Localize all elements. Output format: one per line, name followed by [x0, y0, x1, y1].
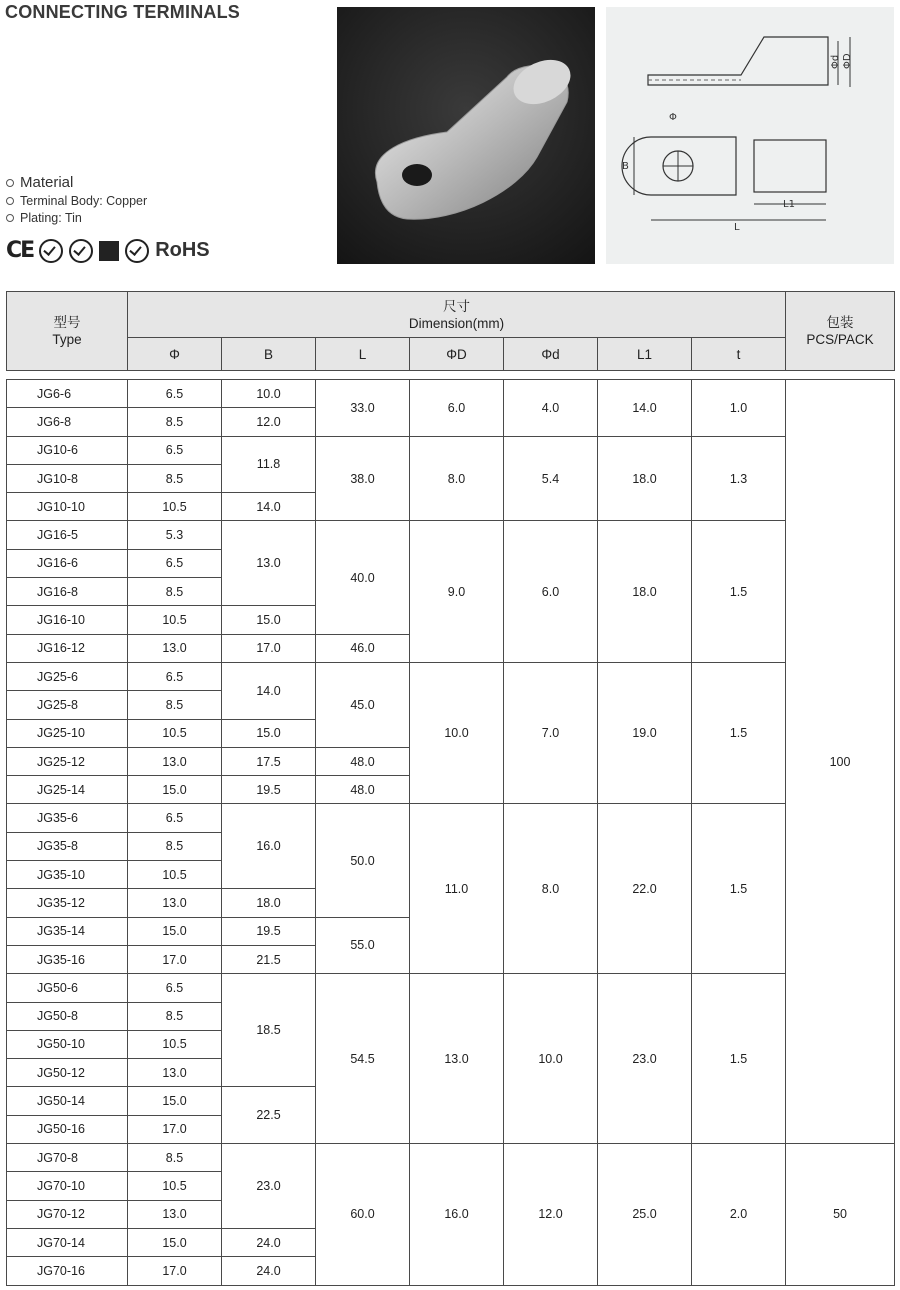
cell-d: 9.0 [410, 521, 504, 662]
cell-type: JG50-16 [7, 1115, 128, 1143]
material-item-body: Terminal Body: Copper [20, 194, 148, 208]
table-row [7, 804, 895, 832]
label-B: B [622, 161, 629, 172]
cell-phi: 8.5 [128, 1002, 222, 1030]
material-item [6, 211, 147, 225]
cell-phi: 13.0 [128, 889, 222, 917]
product-photo [337, 7, 595, 264]
cell-b: 19.5 [222, 776, 316, 804]
material-item-plating: Plating: Tin [20, 211, 82, 225]
spec-table [6, 291, 895, 1286]
cell-phi: 8.5 [128, 578, 222, 606]
cell-l1: 19.0 [598, 662, 692, 803]
technical-drawing [606, 7, 894, 264]
column-header: L [316, 338, 410, 371]
cell-phi: 8.5 [128, 832, 222, 860]
cell-l1: 23.0 [598, 974, 692, 1144]
cell-l: 48.0 [316, 747, 410, 775]
cell-type: JG10-8 [7, 464, 128, 492]
cell-b: 15.0 [222, 606, 316, 634]
quality-cert-icon [69, 239, 93, 263]
sgs-cert-icon [125, 239, 149, 263]
table-row [7, 521, 895, 549]
cell-b: 15.0 [222, 719, 316, 747]
cell-l: 40.0 [316, 521, 410, 634]
cell-phi: 10.5 [128, 1030, 222, 1058]
cell-d: 6.0 [410, 380, 504, 437]
cell-phi: 8.5 [128, 1144, 222, 1172]
column-header: t [692, 338, 786, 371]
header-dim-en: Dimension(mm) [408, 315, 505, 331]
table-row [7, 1144, 895, 1172]
cell-type: JG50-14 [7, 1087, 128, 1115]
column-header: Φ [128, 338, 222, 371]
cell-phi: 15.0 [128, 917, 222, 945]
cell-type: JG35-8 [7, 832, 128, 860]
cell-d: 8.0 [410, 436, 504, 521]
cell-b: 11.8 [222, 436, 316, 493]
cell-pack: 100 [786, 380, 895, 1144]
cell-l: 45.0 [316, 662, 410, 747]
cell-type: JG70-16 [7, 1257, 128, 1285]
cell-phi: 6.5 [128, 974, 222, 1002]
cell-phi: 6.5 [128, 662, 222, 690]
cell-phi: 6.5 [128, 549, 222, 577]
cell-pack: 50 [786, 1144, 895, 1285]
cell-l1: 25.0 [598, 1144, 692, 1285]
cell-phi: 8.5 [128, 408, 222, 436]
cell-type: JG25-12 [7, 747, 128, 775]
column-header: B [222, 338, 316, 371]
cell-b: 21.5 [222, 945, 316, 973]
cell-type: JG16-12 [7, 634, 128, 662]
cell-l1: 18.0 [598, 436, 692, 521]
material-heading: Material [20, 174, 74, 191]
cell-type: JG25-8 [7, 691, 128, 719]
cell-b: 14.0 [222, 493, 316, 521]
table-row [7, 380, 895, 408]
bullet-icon [6, 197, 14, 205]
cell-l1: 22.0 [598, 804, 692, 974]
cell-l: 50.0 [316, 804, 410, 917]
cell-l1: 14.0 [598, 380, 692, 437]
label-L: L [734, 222, 740, 233]
column-header: Φd [504, 338, 598, 371]
bullet-icon [6, 179, 14, 187]
cell-type: JG70-8 [7, 1144, 128, 1172]
cell-l: 46.0 [316, 634, 410, 662]
cell-t: 2.0 [692, 1144, 786, 1285]
cell-d: 13.0 [410, 974, 504, 1144]
cell-b: 19.5 [222, 917, 316, 945]
header-type-cn: 型号 [53, 315, 81, 330]
cell-type: JG35-10 [7, 861, 128, 889]
cell-d: 12.0 [504, 1144, 598, 1285]
cell-phi: 10.5 [128, 719, 222, 747]
cell-type: JG70-10 [7, 1172, 128, 1200]
label-phi: Φ [669, 112, 677, 123]
column-header: L1 [598, 338, 692, 371]
table-body [7, 380, 895, 1286]
cell-type: JG50-6 [7, 974, 128, 1002]
cell-phi: 10.5 [128, 1172, 222, 1200]
cell-type: JG50-12 [7, 1059, 128, 1087]
material-heading-row [6, 174, 147, 191]
cell-type: JG35-6 [7, 804, 128, 832]
cell-d: 6.0 [504, 521, 598, 662]
cell-l: 48.0 [316, 776, 410, 804]
cell-phi: 5.3 [128, 521, 222, 549]
header-type-en: Type [52, 332, 82, 347]
cell-l: 54.5 [316, 974, 410, 1144]
label-phi-d: Φd [830, 54, 841, 69]
cell-phi: 15.0 [128, 776, 222, 804]
rohs-mark: RoHS [155, 239, 210, 261]
cell-b: 17.0 [222, 634, 316, 662]
header-pack [786, 292, 895, 371]
cell-d: 7.0 [504, 662, 598, 803]
copper-lug-illustration [337, 7, 595, 264]
cell-type: JG35-14 [7, 917, 128, 945]
cell-type: JG10-6 [7, 436, 128, 464]
ce-mark: CE [6, 238, 34, 263]
cell-b: 23.0 [222, 1144, 316, 1229]
column-header: ΦD [410, 338, 504, 371]
cell-type: JG70-12 [7, 1200, 128, 1228]
cell-b: 18.0 [222, 889, 316, 917]
bullet-icon [6, 214, 14, 222]
table-row [7, 974, 895, 1002]
cell-l: 60.0 [316, 1144, 410, 1285]
certification-logos [6, 238, 210, 263]
cell-type: JG70-14 [7, 1228, 128, 1256]
cell-t: 1.0 [692, 380, 786, 437]
cell-type: JG6-8 [7, 408, 128, 436]
header-pack-en: PCS/PACK [806, 332, 874, 347]
cell-phi: 15.0 [128, 1228, 222, 1256]
cell-b: 16.0 [222, 804, 316, 889]
cell-l: 38.0 [316, 436, 410, 521]
cell-phi: 10.5 [128, 861, 222, 889]
label-L1: L1 [783, 199, 795, 210]
cell-d: 5.4 [504, 436, 598, 521]
cell-b: 13.0 [222, 521, 316, 606]
cell-l: 55.0 [316, 917, 410, 974]
cell-type: JG35-12 [7, 889, 128, 917]
cell-d: 11.0 [410, 804, 504, 974]
cell-b: 12.0 [222, 408, 316, 436]
cell-t: 1.5 [692, 662, 786, 803]
cell-type: JG50-10 [7, 1030, 128, 1058]
cell-t: 1.3 [692, 436, 786, 521]
check-cert-icon [39, 239, 63, 263]
cell-type: JG10-10 [7, 493, 128, 521]
material-item [6, 194, 147, 208]
cell-type: JG25-6 [7, 662, 128, 690]
page-title: CONNECTING TERMINALS [5, 2, 240, 22]
cell-type: JG16-8 [7, 578, 128, 606]
header-gap [7, 371, 895, 380]
cell-t: 1.5 [692, 804, 786, 974]
cell-phi: 13.0 [128, 747, 222, 775]
cell-t: 1.5 [692, 521, 786, 662]
label-phi-D: ΦD [842, 53, 853, 69]
cell-type: JG25-10 [7, 719, 128, 747]
header-dim-cn: 尺寸 [443, 298, 470, 314]
cell-type: JG6-6 [7, 380, 128, 408]
header-dimension [128, 292, 786, 338]
cell-phi: 10.5 [128, 606, 222, 634]
cell-phi: 10.5 [128, 493, 222, 521]
cell-phi: 13.0 [128, 1200, 222, 1228]
cell-phi: 15.0 [128, 1087, 222, 1115]
cell-phi: 6.5 [128, 380, 222, 408]
cell-phi: 8.5 [128, 464, 222, 492]
cell-d: 4.0 [504, 380, 598, 437]
cell-l1: 18.0 [598, 521, 692, 662]
iso-cert-icon [99, 241, 119, 261]
cell-phi: 8.5 [128, 691, 222, 719]
table-row [7, 662, 895, 690]
table-header [7, 292, 895, 371]
cell-phi: 6.5 [128, 436, 222, 464]
cell-t: 1.5 [692, 974, 786, 1144]
cell-type: JG35-16 [7, 945, 128, 973]
cell-phi: 6.5 [128, 804, 222, 832]
cell-phi: 13.0 [128, 1059, 222, 1087]
table-row [7, 436, 895, 464]
cell-type: JG16-5 [7, 521, 128, 549]
header-pack-cn: 包装 [826, 315, 854, 330]
cell-l: 33.0 [316, 380, 410, 437]
cell-d: 8.0 [504, 804, 598, 974]
cell-b: 24.0 [222, 1228, 316, 1256]
cell-phi: 17.0 [128, 1115, 222, 1143]
cell-d: 10.0 [410, 662, 504, 803]
cell-b: 14.0 [222, 662, 316, 719]
cell-b: 17.5 [222, 747, 316, 775]
cell-type: JG16-6 [7, 549, 128, 577]
cell-type: JG16-10 [7, 606, 128, 634]
cell-d: 16.0 [410, 1144, 504, 1285]
header-type [7, 292, 128, 371]
cell-d: 10.0 [504, 974, 598, 1144]
cell-b: 10.0 [222, 380, 316, 408]
cell-b: 24.0 [222, 1257, 316, 1285]
cell-b: 22.5 [222, 1087, 316, 1144]
cell-b: 18.5 [222, 974, 316, 1087]
cell-phi: 17.0 [128, 945, 222, 973]
cell-phi: 17.0 [128, 1257, 222, 1285]
cell-type: JG50-8 [7, 1002, 128, 1030]
material-section [6, 174, 147, 228]
cell-phi: 13.0 [128, 634, 222, 662]
dimension-drawing [606, 7, 894, 264]
cell-type: JG25-14 [7, 776, 128, 804]
